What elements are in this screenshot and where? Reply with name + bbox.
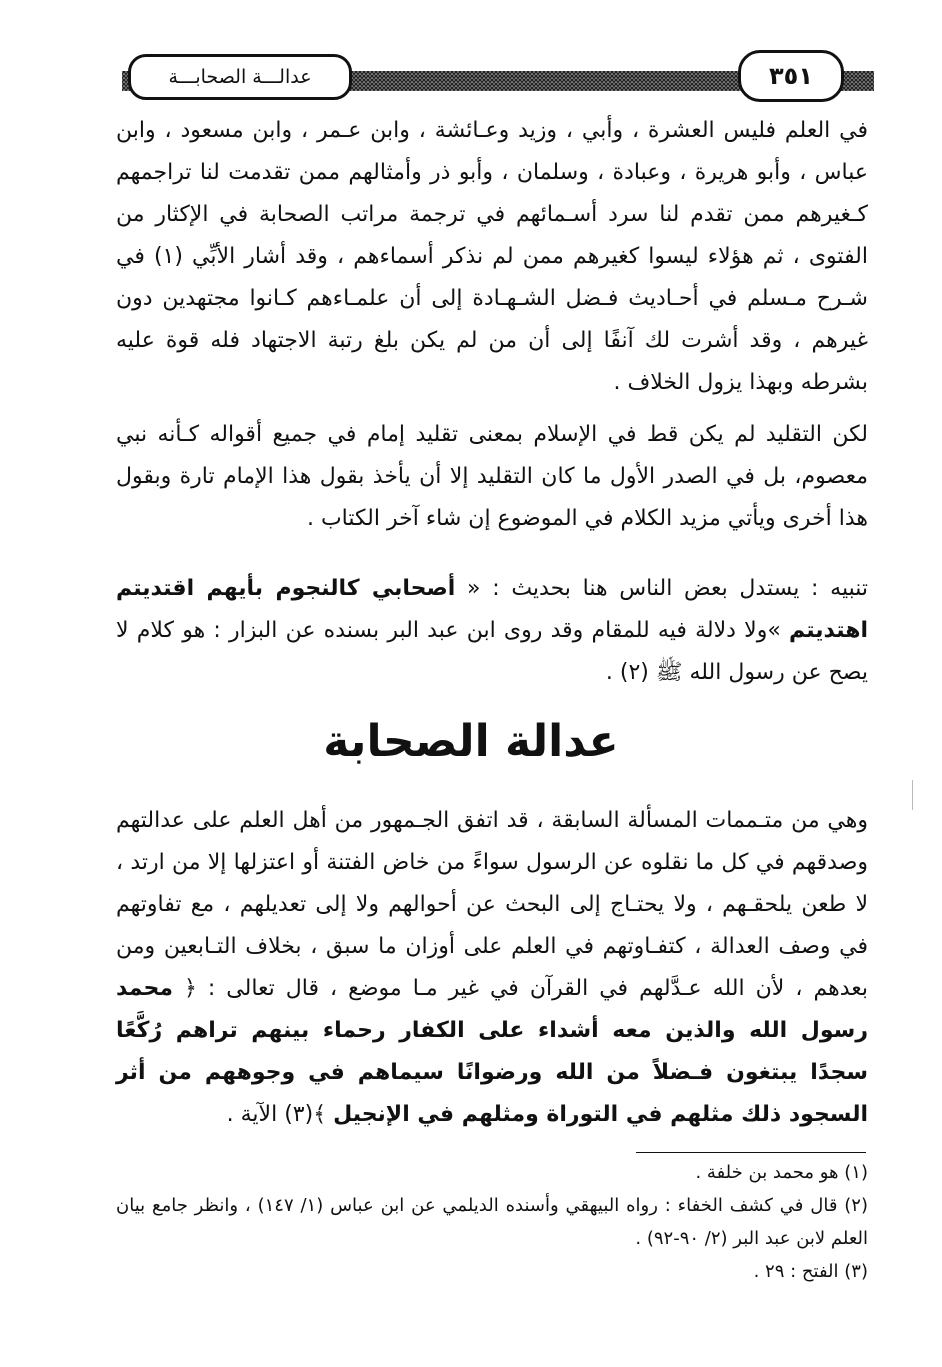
paragraph-4-text [116,800,868,1136]
hadith-quote: أصحابي كالنجوم بأيهم اقتديتم اهتديتم [116,576,868,643]
paragraph-2 [116,414,868,540]
section-heading: عدالة الصحابة [323,716,619,767]
paragraph-note-text [116,568,868,694]
p4-intro: وهي من متـممات المسألة السابقة ، قد اتفق الجـمهور من أهل العلم على عدالتهم وصدقهم في كل ما نقلوه عن الرسول سواءً من خاض الفتنة أو اعتزلها إلا من ارتد ، لا طعن يلحقـهم ، ولا يحتـاج إلى البحث عن أحوالهم ولا إلى تعديلهم ، مع تفاوتهم في وصف العدالة ، كتفـاوتهم في العلم على أوزان ما سبق ، بخلاف التـابعين ومن بعدهم ، لأن الله عـدَّلهم في القرآن في غير مـا موضع ، قال تعالى : ﴿ [116,808,868,1001]
running-title [128,54,352,100]
footnotes [116,1156,868,1288]
p4-end: ﴾(٣) الآية . [226,1102,334,1127]
paragraph-1 [116,110,868,404]
margin-mark [912,780,913,810]
page-number-text: ٣٥١ [769,62,813,90]
running-title-text: عدالـــة الصحابـــة [168,66,312,88]
footnote-rule [636,1152,866,1153]
footnote-3: (٣) الفتح : ٢٩ . [753,1261,868,1282]
page-number [738,50,844,102]
paragraph-1-text: في العلم فليس العشرة ، وأبي ، وزيد وعـائشة ، وابن عـمر ، وابن مسعود ، وابن عباس ، وأبو هريرة ، وعبادة ، وسلمان ، وأبو ذر وأمثالهم ممن تقدمت لنا تراجمهم كـغيرهم ممن تقدم لنا سرد أسـمائهم في ترجمة مراتب الصحابة في الإكثار من الفتوى ، ثم هؤلاء ليسوا كغيرهم ممن لم نذكر أسماءهم ، وقد أشار الأبِّي (١) في شـرح مـسلم في أحـاديث فـضل الشـهـادة إلى أن علمـاءهم كـانوا مجتهدين دون غيرهم ، وقد أشرت لك آنفًا إلى أن من لم يكن بلغ رتبة الاجتهاد فله قوة عليه بشرطه وبهذا يزول الخلاف . [116,118,868,395]
note-rest: »ولا دلالة فيه للمقام وقد روى ابن عبد البر بسنده عن البزار : هو كلام لا يصح عن رسول الله ﷺ (٢) . [116,618,868,685]
footnote-1: (١) هو محمد بن خلفة . [695,1162,868,1183]
paragraph-4 [116,800,868,1136]
paragraph-note [116,568,868,694]
quran-verse: محمد رسول الله والذين معه أشداء على الكفار رحماء بينهم تراهم رُكَّعًا سجدًا يبتغون فـضلاً من الله ورضوانًا سيماهم في وجوههم من أثر السجود ذلك مثلهم في التوراة ومثلهم في الإنجيل [116,976,868,1127]
paragraph-2-text: لكن التقليد لم يكن قط في الإسلام بمعنى تقليد إمام في جميع أقواله كـأنه نبي معصوم، بل في الصدر الأول ما كان التقليد إلا أن يأخذ بقول هذا الإمام تارة وبقول هذا أخرى ويأتي مزيد الكلام في الموضوع إن شاء آخر الكتاب . [116,422,868,531]
note-intro: تنبيه : يستدل بعض الناس هنا بحديث : « [455,576,869,601]
footnote-2: (٢) قال في كشف الخفاء : رواه البيهقي وأسنده الديلمي عن ابن عباس (١/ ١٤٧) ، وانظر جامع بيان العلم لابن عبد البر (٢/ ٩٠-٩٢) . [116,1195,868,1249]
